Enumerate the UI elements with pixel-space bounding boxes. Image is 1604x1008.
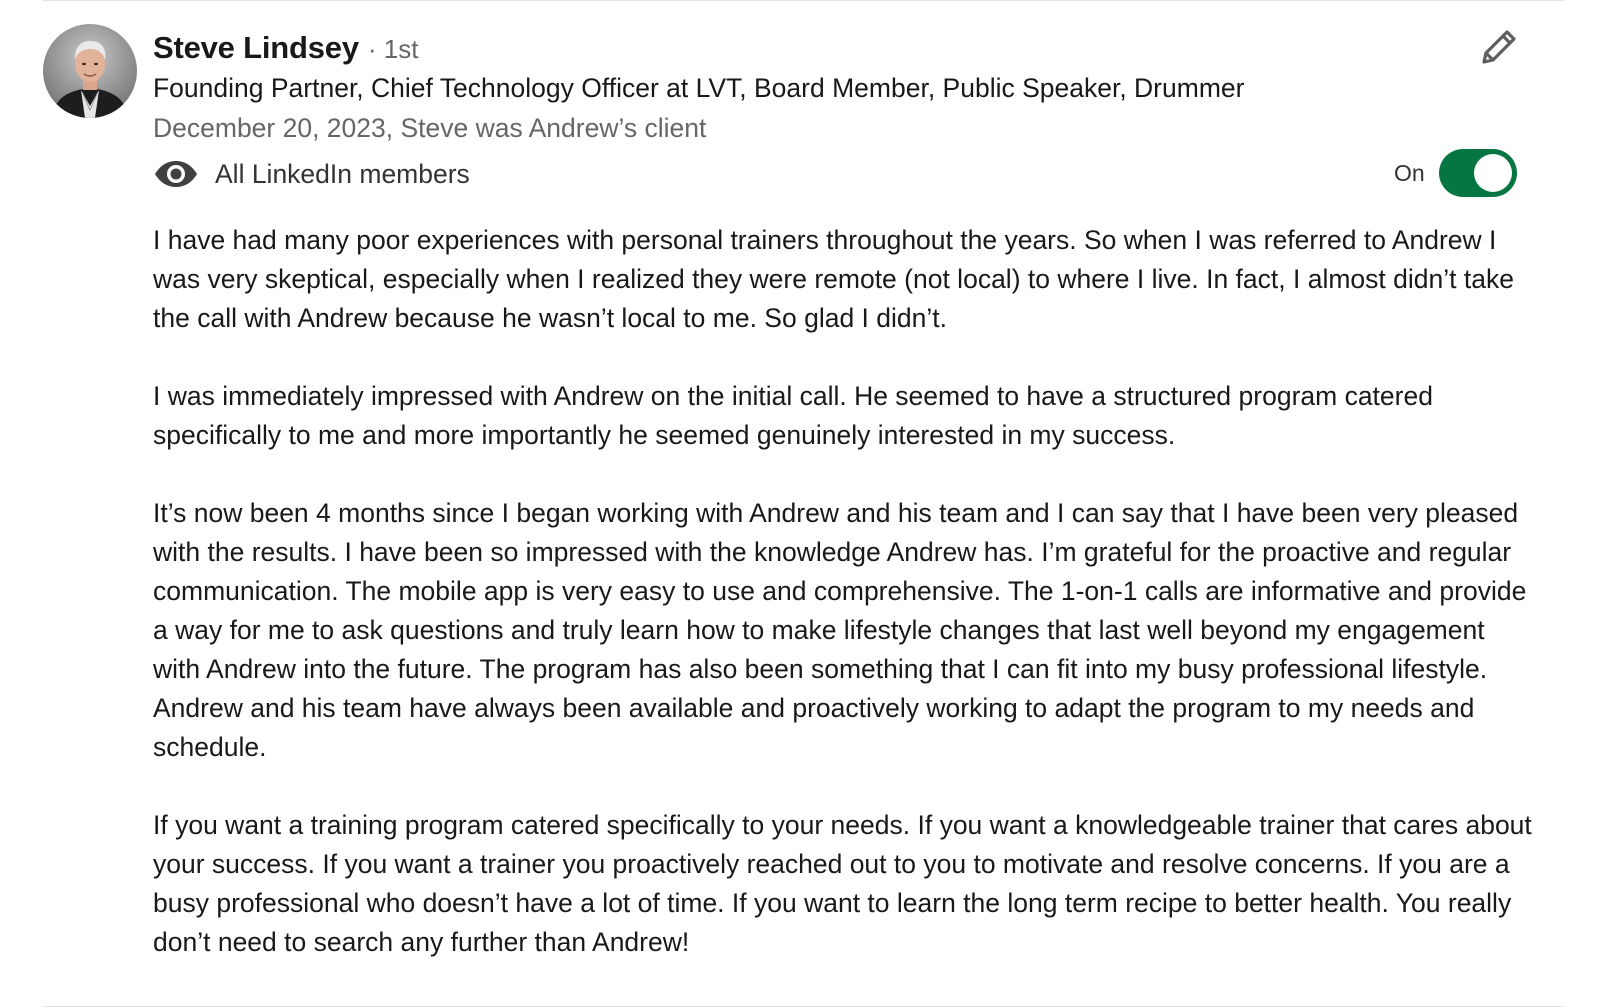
pencil-icon xyxy=(1476,26,1520,70)
recommendation-paragraph: I was immediately impressed with Andrew on the initial call. He seemed to have a structured program catered specifically to me and more importantly he seemed genuinely interested in my success. xyxy=(153,381,1433,450)
name-row xyxy=(153,30,418,70)
visibility-setting xyxy=(153,155,470,193)
visibility-label: All LinkedIn members xyxy=(215,158,470,189)
eye-icon xyxy=(153,159,199,189)
recommendation-text xyxy=(153,221,1533,962)
recommendation-paragraph: I have had many poor experiences with personal trainers throughout the years. So when I was referred to Andrew I was very skeptical, especially when I realized they were remote (not local) to where I live. In fact, I almost didn’t take the call with Andrew because he wasn’t local to me. So glad I didn’t. xyxy=(153,225,1514,333)
recommendation-date-relationship: December 20, 2023, Steve was Andrew’s client xyxy=(153,113,707,143)
recommender-name[interactable]: Steve Lindsey xyxy=(153,30,359,65)
avatar[interactable] xyxy=(43,24,137,118)
visibility-toggle[interactable] xyxy=(1439,149,1517,197)
show-on-profile-toggle-group xyxy=(1394,149,1517,197)
profile-photo xyxy=(43,24,137,118)
recommendation-paragraph: It’s now been 4 months since I began working with Andrew and his team and I can say that I have been very pleased with the results. I have been so impressed with the knowledge Andrew has. I’m grateful for the proactive and regular communication. The mobile app is very easy to use and comprehensive. The 1-on-1 calls are informative and provide a way for me to ask questions and truly learn how to make lifestyle changes that last well beyond my engagement with Andrew into the future. The program has also been something that I can fit into my busy professional lifestyle. Andrew and his team have always been available and proactively working to adapt the program to my needs and schedule. xyxy=(153,498,1527,762)
toggle-knob xyxy=(1474,154,1512,192)
top-divider xyxy=(43,0,1564,1)
connection-degree: · 1st xyxy=(367,34,419,64)
edit-button[interactable] xyxy=(1476,26,1520,70)
recommendation-paragraph: If you want a training program catered specifically to your needs. If you want a knowledgeable trainer that cares about your success. If you want a trainer you proactively reached out to you to motivate and resolve concerns. If you are a busy professional who doesn’t have a lot of time. If you want to learn the long term recipe to better health. You really don’t need to search any further than Andrew! xyxy=(153,810,1532,957)
bottom-divider xyxy=(43,1006,1564,1007)
toggle-label: On xyxy=(1394,159,1425,186)
recommender-headline: Founding Partner, Chief Technology Officer at LVT, Board Member, Public Speaker, Drummer xyxy=(153,73,1245,103)
